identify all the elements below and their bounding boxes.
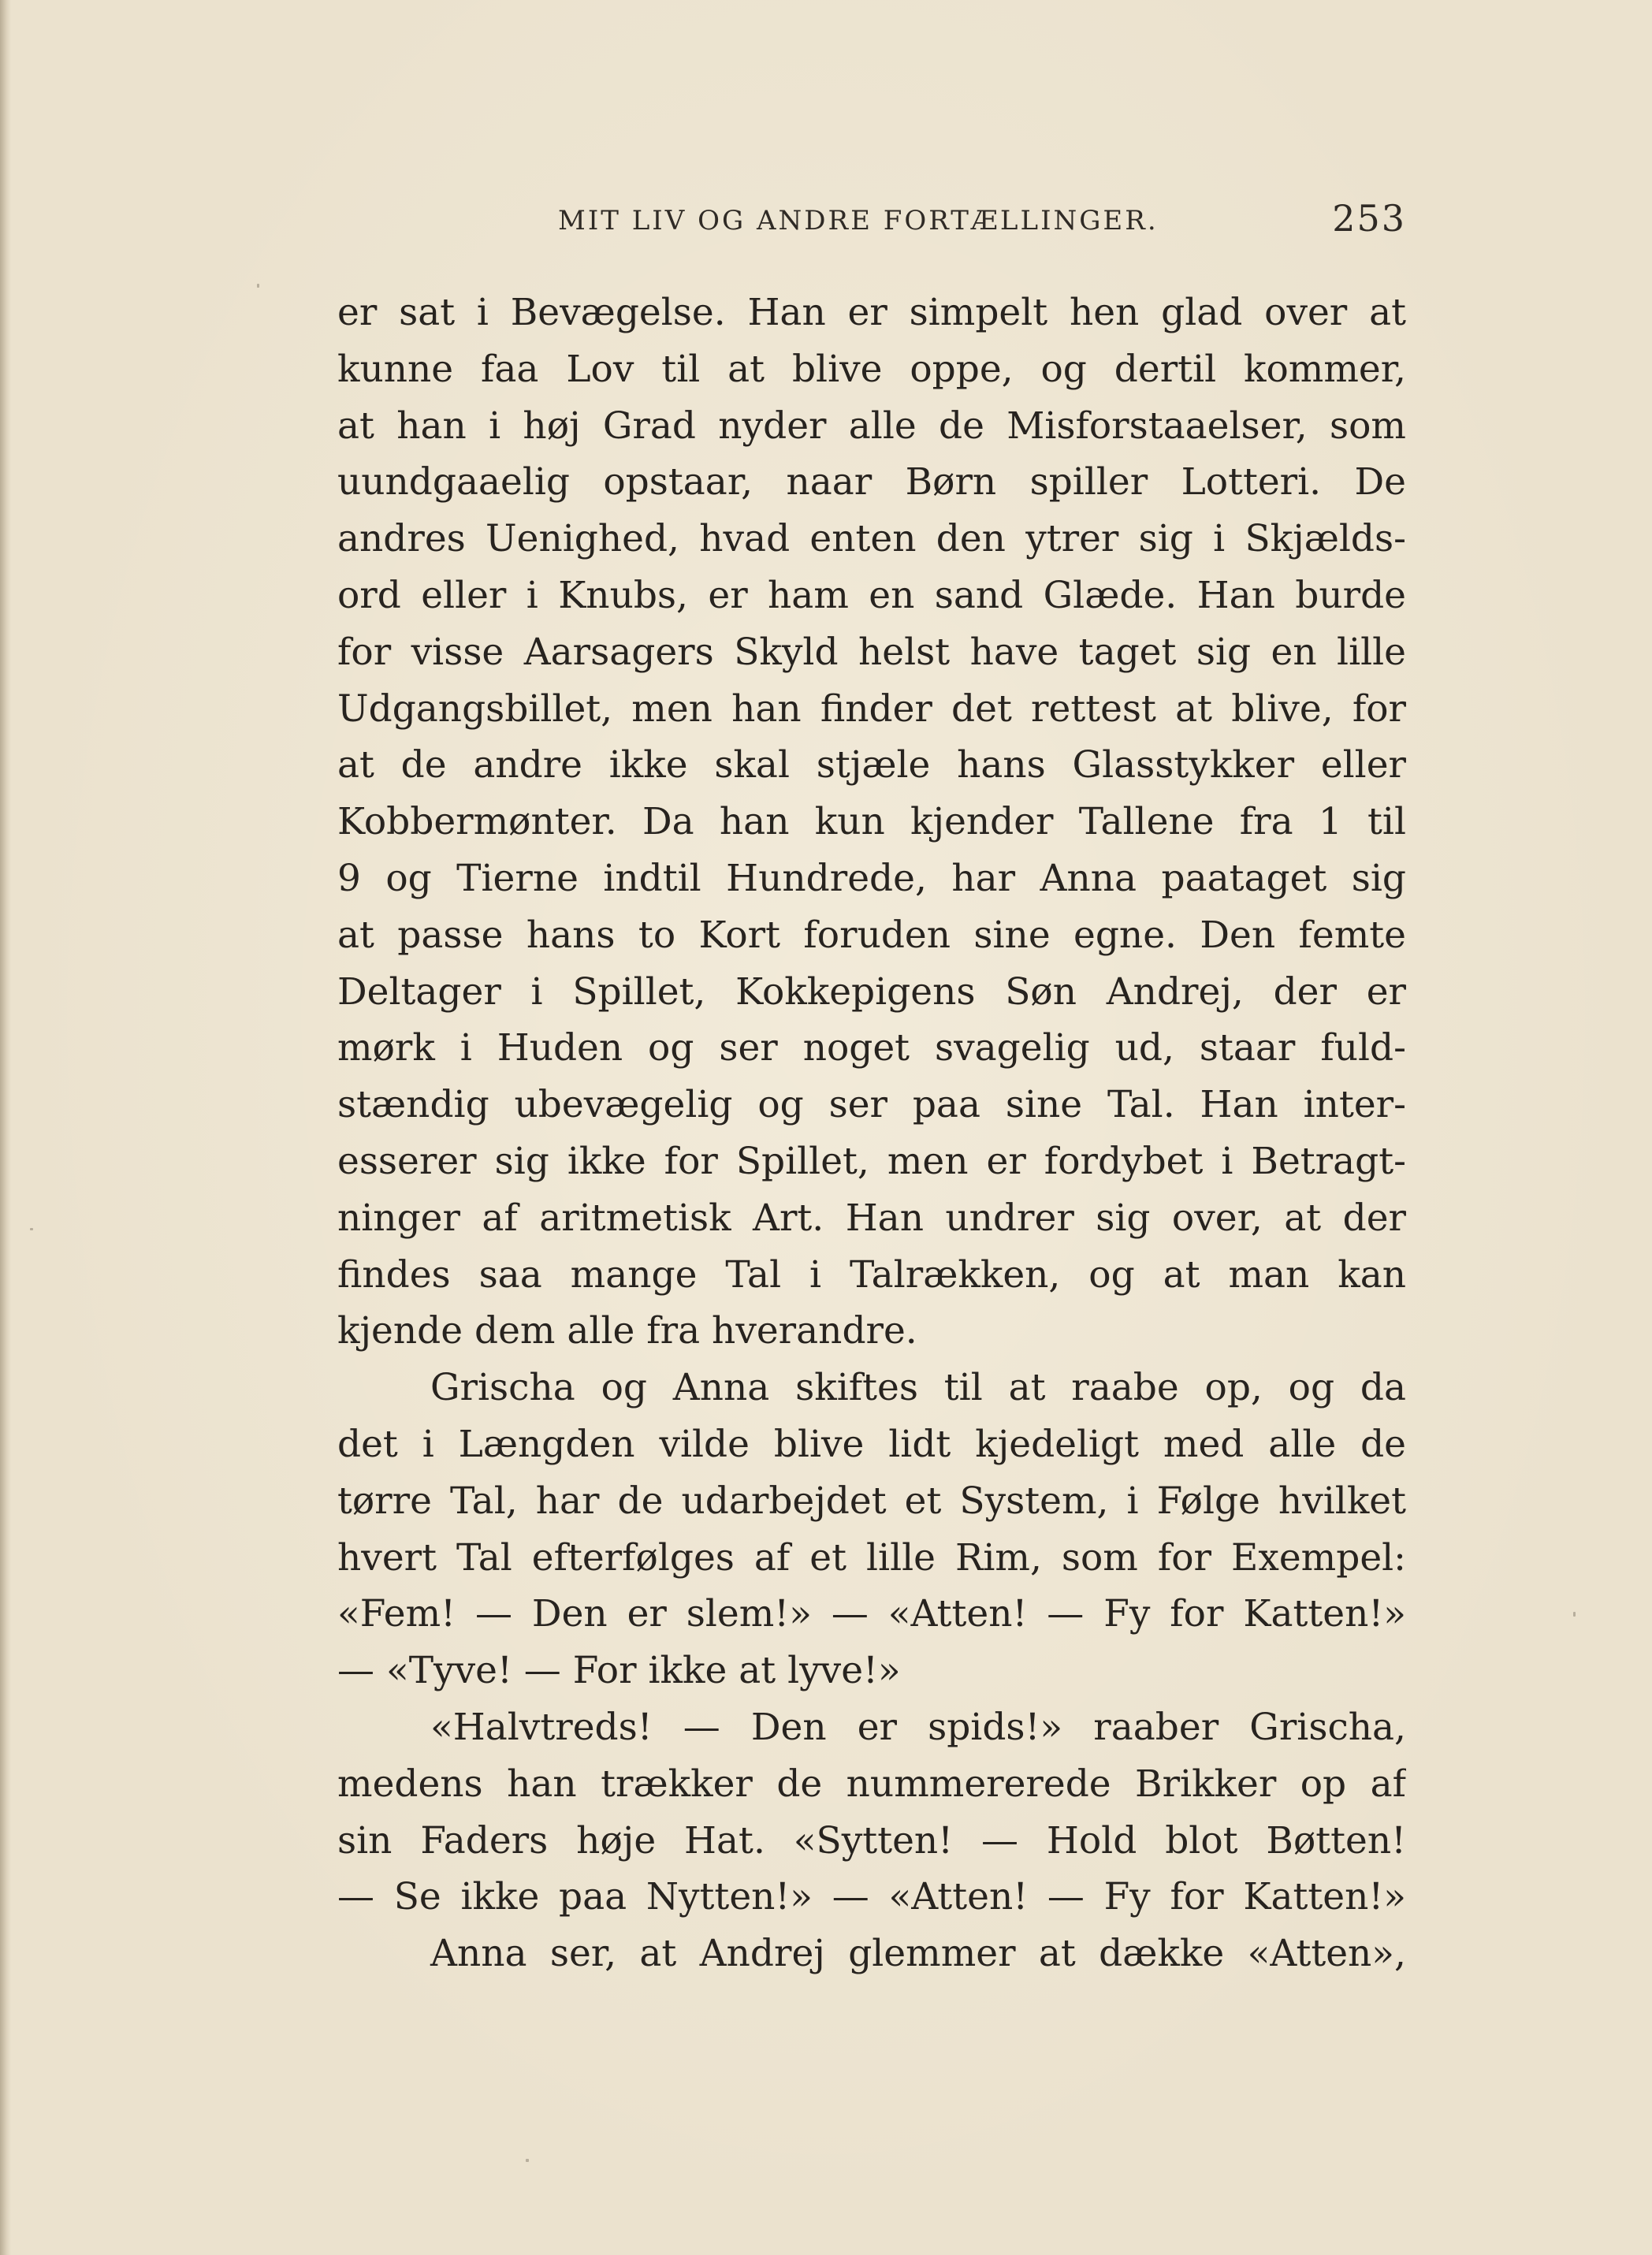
text-line: ninger af aritmetisk Art. Han undrer sig over, at der xyxy=(337,1196,1406,1240)
paper-speck xyxy=(526,2159,529,2162)
body-text xyxy=(337,285,1406,1982)
page-header xyxy=(337,195,1406,243)
paper-speck xyxy=(30,1228,33,1230)
text-line: findes saa mange Tal i Talrækken, og at man kan xyxy=(337,1252,1406,1297)
text-line: Udgangsbillet, men han finder det rettest at blive, for xyxy=(337,687,1406,731)
text-line: medens han trækker de nummererede Brikker op af xyxy=(337,1762,1406,1806)
text-line: «Halvtreds! — Den er spids!» raaber Grischa, xyxy=(430,1705,1406,1749)
text-line: tørre Tal, har de udarbejdet et System, i Følge hvilket xyxy=(337,1479,1406,1523)
page-number: 253 xyxy=(1332,197,1406,240)
paper-speck xyxy=(1573,1612,1576,1617)
text-line: sin Faders høje Hat. «Sytten! — Hold blot Bøtten! xyxy=(337,1818,1406,1862)
text-line: Deltager i Spillet, Kokkepigens Søn Andrej, der er xyxy=(337,969,1406,1014)
text-line: Anna ser, at Andrej glemmer at dække «Atten», xyxy=(430,1932,1406,1976)
text-line: hvert Tal efterfølges af et lille Rim, som for Exempel: xyxy=(337,1535,1406,1580)
text-line: mørk i Huden og ser noget svagelig ud, staar fuld- xyxy=(337,1026,1406,1070)
text-line: — «Tyve! — For ikke at lyve!» xyxy=(337,1649,901,1693)
text-line: Kobbermønter. Da han kun kjender Tallene fra 1 til xyxy=(337,800,1406,844)
text-line: kjende dem alle fra hverandre. xyxy=(337,1309,917,1353)
text-line: er sat i Bevægelse. Han er simpelt hen glad over at xyxy=(337,291,1406,334)
text-line: at han i høj Grad nyder alle de Misforstaaelser, som xyxy=(337,404,1406,448)
text-line: for visse Aarsagers Skyld helst have taget sig en lille xyxy=(337,630,1406,674)
text-line: — Se ikke paa Nytten!» — «Atten! — Fy for Katten!» xyxy=(337,1875,1406,1919)
text-line: esserer sig ikke for Spillet, men er fordybet i Betragt- xyxy=(337,1139,1406,1183)
text-line: Grischa og Anna skiftes til at raabe op, og da xyxy=(430,1366,1406,1410)
text-line: at passe hans to Kort foruden sine egne. Den femte xyxy=(337,913,1406,957)
text-line: kunne faa Lov til at blive oppe, og dertil kommer, xyxy=(337,347,1406,391)
text-line: «Fem! — Den er slem!» — «Atten! — Fy for Katten!» xyxy=(337,1592,1406,1636)
page-left-edge xyxy=(0,0,11,2255)
text-line: andres Uenighed, hvad enten den ytrer sig i Skjælds- xyxy=(337,517,1406,561)
running-title: MIT LIV OG ANDRE FORTÆLLINGER. xyxy=(558,205,1159,236)
text-line: ord eller i Knubs, er ham en sand Glæde. Han burde xyxy=(337,573,1406,617)
paper-speck xyxy=(257,284,259,288)
text-line: det i Længden vilde blive lidt kjedeligt med alle de xyxy=(337,1422,1406,1466)
text-line: uundgaaelig opstaar, naar Børn spiller Lotteri. De xyxy=(337,460,1406,504)
text-line: 9 og Tierne indtil Hundrede, har Anna paataget sig xyxy=(337,856,1406,900)
text-line: at de andre ikke skal stjæle hans Glasstykker eller xyxy=(337,743,1406,787)
text-line: stændig ubevægelig og ser paa sine Tal. Han inter- xyxy=(337,1083,1406,1127)
